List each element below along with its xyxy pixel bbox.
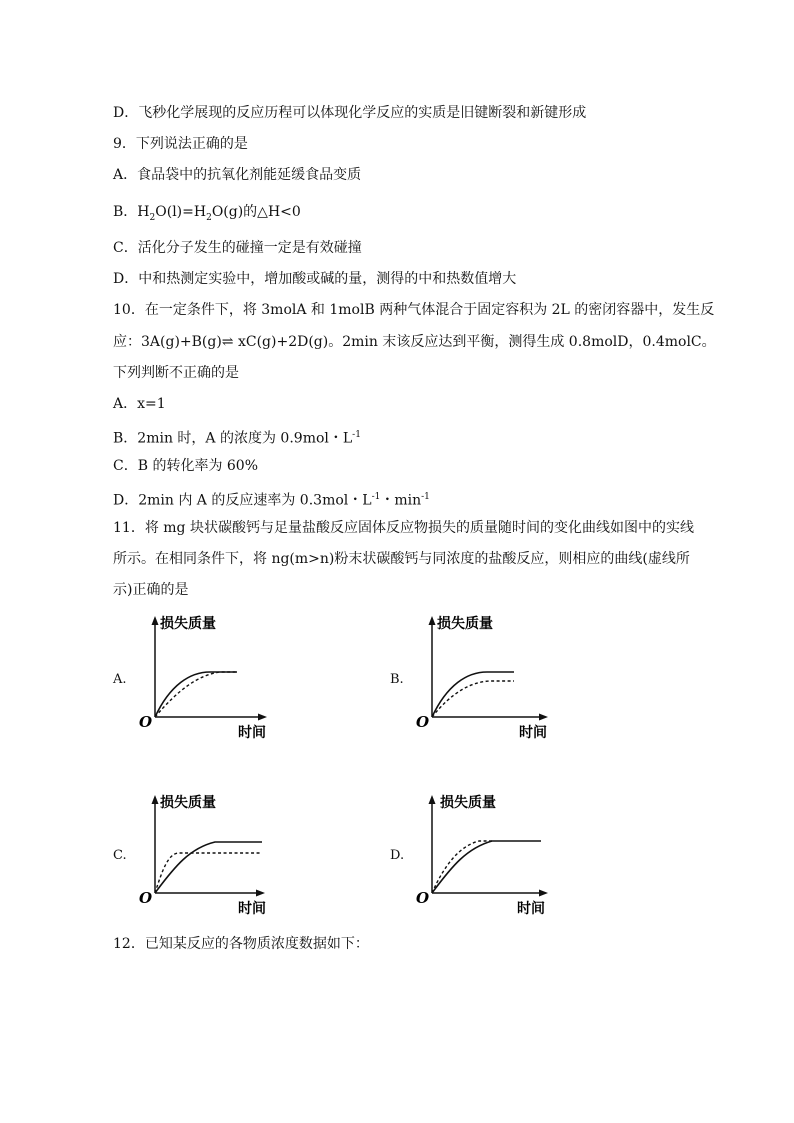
- origin-label: O: [416, 713, 430, 731]
- origin-label: O: [416, 889, 430, 907]
- question-9: 9．下列说法正确的是: [113, 136, 248, 152]
- q9-option-d: D．中和热测定实验中，增加酸或碱的量，测得的中和热数值增大: [113, 271, 517, 287]
- q10-option-d: D．2min 内 A 的反应速率为 0.3mol・$L^{-1}$・$\min^{-1}$: [113, 492, 430, 509]
- x-axis-label: 时间: [519, 725, 547, 741]
- q9-option-b: B．$H_2O(l)=H_2O(g)$的△H<0: [113, 204, 301, 223]
- q9-option-c: C．活化分子发生的碰撞一定是有效碰撞: [113, 240, 362, 256]
- question-11-cont: 所示。在相同条件下，将 ng(m>n)粉末状碳酸钙与同浓度的盐酸反应，则相应的曲线(虚线所: [113, 551, 690, 567]
- y-axis-label: 损失质量: [160, 616, 216, 632]
- q10-option-b: B．2min 时，A 的浓度为 0.9mol・$L^{-1}$: [113, 430, 361, 447]
- q10-option-a: A．x=1: [113, 396, 166, 412]
- graph-d-label: D.: [390, 848, 405, 863]
- graph-d: [407, 786, 567, 926]
- question-12: 12．已知某反应的各物质浓度数据如下：: [113, 936, 369, 952]
- option-d-q8: D．飞秒化学展现的反应历程可以体现化学反应的实质是旧键断裂和新键形成: [113, 105, 587, 121]
- q10-option-c: C．B 的转化率为 60%: [113, 458, 259, 474]
- graph-a: [130, 610, 290, 750]
- graph-a-label: A.: [113, 672, 127, 687]
- question-10-cont: 应：3A(g)+B(g)⇌ xC(g)+2D(g)。2min 末该反应达到平衡，测得生成 0.8molD，0.4molC。: [113, 334, 716, 350]
- graph-c: [130, 786, 290, 926]
- graph-b: [407, 610, 567, 750]
- question-11: 11．将 mg 块状碳酸钙与足量盐酸反应固体反应物损失的质量随时间的变化曲线如图中的实线: [113, 520, 694, 536]
- y-axis-label: 损失质量: [160, 795, 216, 811]
- y-axis-label: 损失质量: [440, 795, 496, 811]
- x-axis-label: 时间: [238, 901, 266, 917]
- solid-curve: [155, 672, 237, 717]
- x-axis-label: 时间: [517, 901, 545, 917]
- graph-b-label: B.: [390, 672, 404, 687]
- question-11-end: 示)正确的是: [113, 582, 189, 598]
- question-10-prompt: 下列判断不正确的是: [113, 365, 239, 381]
- origin-label: O: [139, 889, 153, 907]
- solid-curve: [432, 841, 541, 893]
- question-10: 10．在一定条件下，将 3molA 和 1molB 两种气体混合于固定容积为 2L 的密闭容器中，发生反: [113, 302, 715, 318]
- origin-label: O: [139, 713, 153, 731]
- q9-option-a: A．食品袋中的抗氧化剂能延缓食品变质: [113, 167, 362, 183]
- solid-curve: [155, 842, 262, 893]
- dashed-curve: [432, 841, 492, 893]
- solid-curve: [432, 672, 514, 717]
- dashed-curve: [432, 681, 514, 717]
- y-axis-label: 损失质量: [437, 616, 493, 632]
- x-axis-label: 时间: [238, 725, 266, 741]
- graph-c-label: C.: [113, 848, 127, 863]
- dashed-curve: [155, 672, 237, 717]
